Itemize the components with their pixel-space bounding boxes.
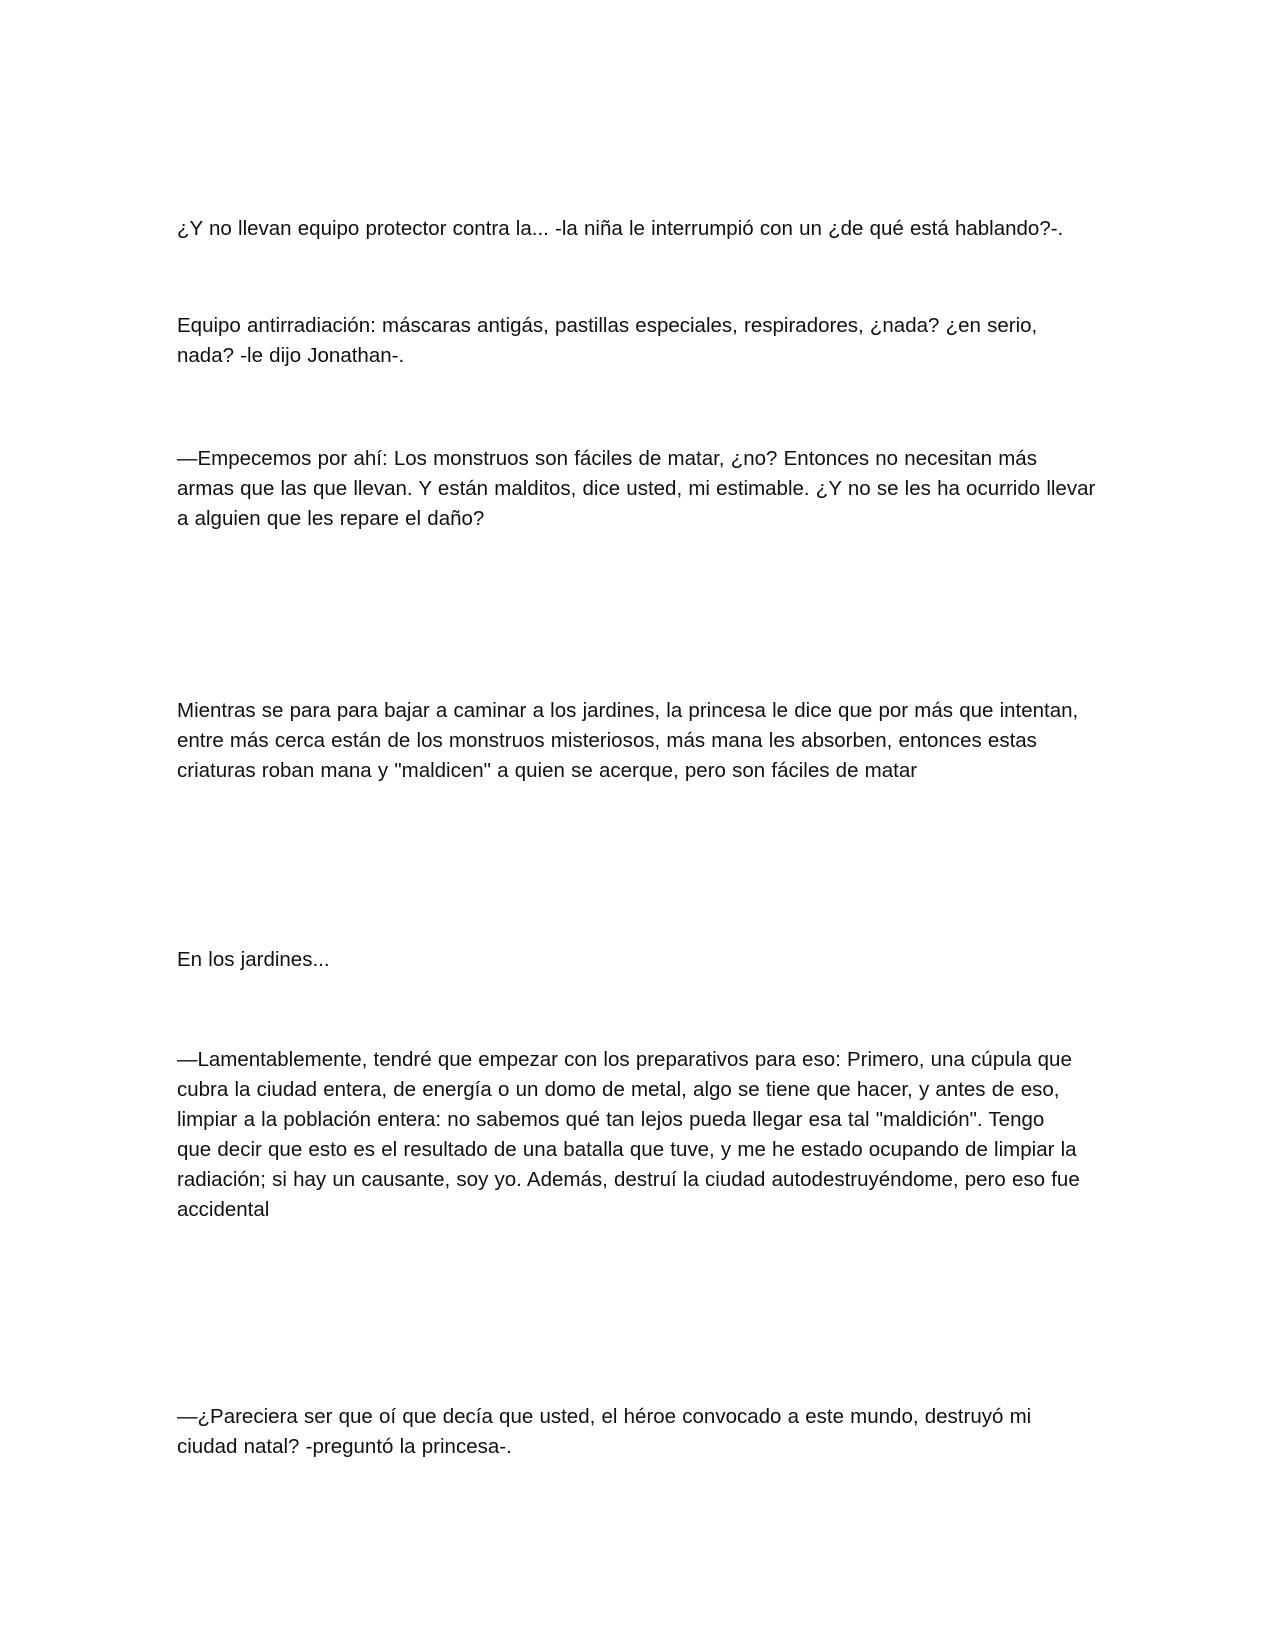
- text-line: criaturas roban mana y "maldicen" a quien se acerque, pero son fáciles de matar: [177, 759, 918, 782]
- text-line: cubra la ciudad entera, de energía o un domo de metal, algo se tiene que hacer, y antes de eso,: [177, 1078, 1060, 1101]
- paragraph-7: [177, 1402, 1107, 1462]
- paragraph-2: [177, 311, 1107, 371]
- text-line: —Empecemos por ahí: Los monstruos son fáciles de matar, ¿no? Entonces no necesitan más: [177, 447, 1037, 470]
- paragraph-6: [177, 1045, 1107, 1225]
- text-line: armas que las que llevan. Y están malditos, dice usted, mi estimable. ¿Y no se les ha ocurrido llevar: [177, 477, 1096, 500]
- paragraph-1: [177, 214, 1107, 244]
- text-line: —¿Pareciera ser que oí que decía que usted, el héroe convocado a este mundo, destruyó mi: [177, 1405, 1032, 1428]
- text-line: a alguien que les repare el daño?: [177, 507, 485, 530]
- text-line: ciudad natal? -preguntó la princesa-.: [177, 1435, 512, 1458]
- text-line: Equipo antirradiación: máscaras antigás, pastillas especiales, respiradores, ¿nada? ¿en serio,: [177, 314, 1038, 337]
- text-line: —Lamentablemente, tendré que empezar con los preparativos para eso: Primero, una cúpula que: [177, 1048, 1072, 1071]
- paragraph-3: [177, 444, 1107, 534]
- text-line: entre más cerca están de los monstruos misteriosos, más mana les absorben, entonces estas: [177, 729, 1037, 752]
- text-line: Mientras se para para bajar a caminar a los jardines, la princesa le dice que por más que intentan,: [177, 699, 1079, 722]
- text-line: limpiar a la población entera: no sabemos qué tan lejos pueda llegar esa tal "maldición". Tengo: [177, 1108, 1045, 1131]
- text-line: En los jardines...: [177, 948, 330, 971]
- text-line: que decir que esto es el resultado de una batalla que tuve, y me he estado ocupando de limpiar la: [177, 1138, 1077, 1161]
- paragraph-5: [177, 945, 1107, 975]
- paragraph-4: [177, 696, 1107, 786]
- text-line: ¿Y no llevan equipo protector contra la... -la niña le interrumpió con un ¿de qué está hablando?-.: [177, 217, 1064, 240]
- text-line: accidental: [177, 1198, 270, 1221]
- text-line: radiación; si hay un causante, soy yo. Además, destruí la ciudad autodestruyéndome, pero eso fue: [177, 1168, 1080, 1191]
- text-line: nada? -le dijo Jonathan-.: [177, 344, 405, 367]
